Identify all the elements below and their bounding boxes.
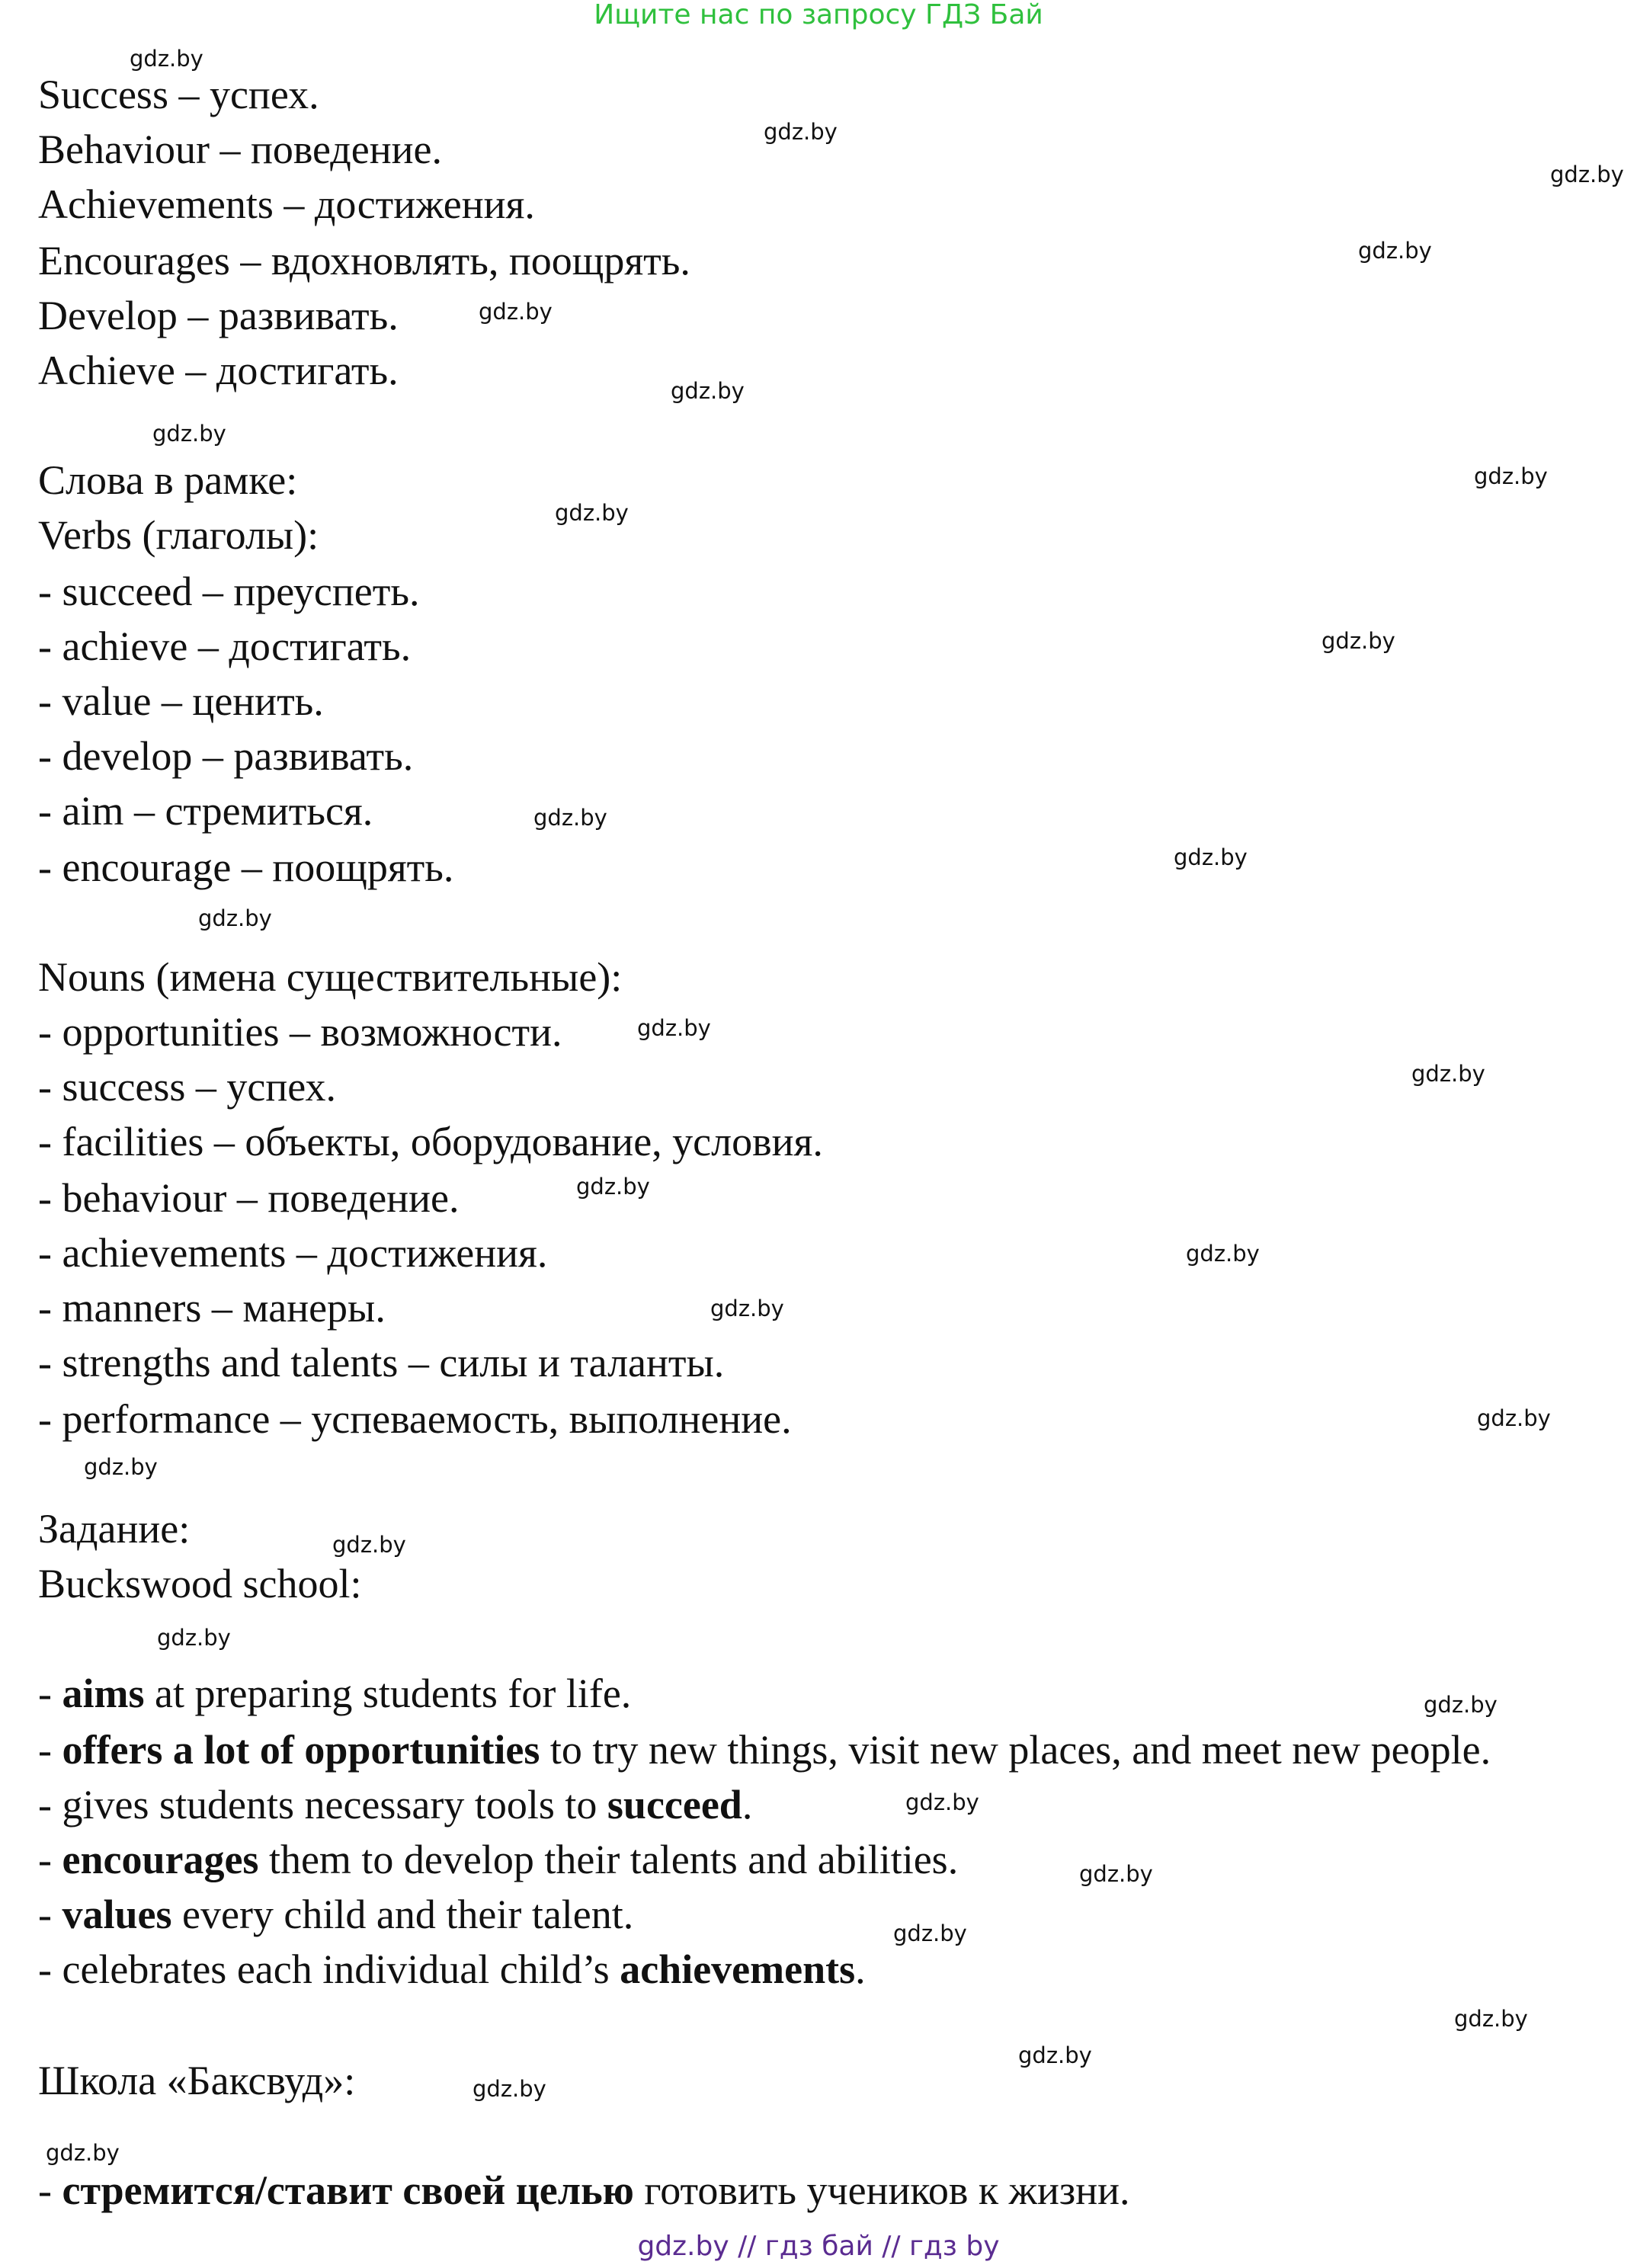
- watermark: gdz.by: [198, 905, 272, 931]
- watermark: gdz.by: [1454, 2006, 1528, 2032]
- watermark: gdz.by: [576, 1174, 650, 1200]
- watermark: gdz.by: [555, 500, 629, 526]
- watermark: gdz.by: [1358, 238, 1432, 264]
- verb-item: - achieve – достигать.: [38, 623, 412, 669]
- footer-links: gdz.by // гдз бай // гдз by: [637, 2231, 1000, 2262]
- verb-item: - develop – развивать.: [38, 733, 414, 779]
- watermark: gdz.by: [479, 299, 553, 325]
- noun-item: - achievements – достижения.: [38, 1230, 548, 1276]
- vocab-item: Behaviour – поведение.: [38, 127, 442, 172]
- school-line-aims: - aims at preparing students for life.: [38, 1671, 632, 1716]
- watermark: gdz.by: [46, 2140, 120, 2166]
- vocab-item: Achieve – достигать.: [38, 348, 399, 393]
- watermark: gdz.by: [1477, 1405, 1551, 1431]
- watermark: gdz.by: [152, 421, 226, 447]
- verb-item: - aim – стремиться.: [38, 788, 373, 834]
- school-line-encourages: - encourages them to develop their talents and abilities.: [38, 1837, 959, 1882]
- vocab-item: Encourages – вдохновлять, поощрять.: [38, 238, 690, 284]
- school-title: Buckswood school:: [38, 1561, 362, 1606]
- watermark: gdz.by: [473, 2076, 546, 2102]
- watermark: gdz.by: [1424, 1692, 1498, 1718]
- verb-item: - succeed – преуспеть.: [38, 569, 420, 614]
- watermark: gdz.by: [533, 805, 607, 831]
- watermark: gdz.by: [1321, 628, 1395, 654]
- watermark: gdz.by: [332, 1532, 406, 1558]
- noun-item: - behaviour – поведение.: [38, 1175, 460, 1221]
- noun-item: - success – успех.: [38, 1064, 337, 1110]
- section-title-nouns: Nouns (имена существительные):: [38, 954, 623, 1000]
- noun-item: - manners – манеры.: [38, 1285, 386, 1331]
- watermark: gdz.by: [130, 46, 203, 72]
- watermark: gdz.by: [893, 1920, 967, 1946]
- noun-item: - strengths and talents – силы и таланты.: [38, 1340, 725, 1385]
- noun-item: - performance – успеваемость, выполнение.: [38, 1396, 792, 1442]
- school-ru-line-aims: - стремится/ставит своей целью готовить учеников к жизни.: [38, 2167, 1130, 2213]
- promo-header: Ищите нас по запросу ГДЗ Бай: [594, 0, 1043, 30]
- school-line-succeed: - gives students necessary tools to succeed.: [38, 1782, 753, 1828]
- school-ru-title: Школа «Баксвуд»:: [38, 2058, 356, 2103]
- school-line-offers: - offers a lot of opportunities to try new things, visit new places, and meet new people.: [38, 1727, 1491, 1773]
- noun-item: - opportunities – возможности.: [38, 1009, 562, 1055]
- watermark: gdz.by: [84, 1454, 158, 1480]
- watermark: gdz.by: [905, 1789, 979, 1815]
- noun-item: - facilities – объекты, оборудование, условия.: [38, 1119, 823, 1164]
- watermark: gdz.by: [671, 378, 745, 404]
- section-title-task: Задание:: [38, 1506, 191, 1552]
- school-line-achievements: - celebrates each individual child’s achievements.: [38, 1946, 866, 1992]
- watermark: gdz.by: [1079, 1861, 1153, 1887]
- watermark: gdz.by: [157, 1625, 231, 1651]
- watermark: gdz.by: [1018, 2042, 1092, 2068]
- vocab-item: Achievements – достижения.: [38, 181, 535, 227]
- watermark: gdz.by: [637, 1015, 711, 1041]
- watermark: gdz.by: [1174, 844, 1248, 870]
- verb-item: - value – ценить.: [38, 678, 324, 724]
- vocab-item: Success – успех.: [38, 72, 319, 117]
- vocab-item: Develop – развивать.: [38, 293, 399, 338]
- watermark: gdz.by: [710, 1296, 784, 1321]
- verb-item: - encourage – поощрять.: [38, 844, 454, 890]
- school-line-values: - values every child and their talent.: [38, 1892, 634, 1937]
- watermark: gdz.by: [1411, 1061, 1485, 1087]
- section-title-box: Слова в рамке:: [38, 457, 298, 503]
- watermark: gdz.by: [764, 119, 838, 145]
- watermark: gdz.by: [1186, 1241, 1260, 1267]
- section-title-verbs: Verbs (глаголы):: [38, 512, 319, 558]
- watermark: gdz.by: [1550, 162, 1624, 187]
- watermark: gdz.by: [1474, 463, 1548, 489]
